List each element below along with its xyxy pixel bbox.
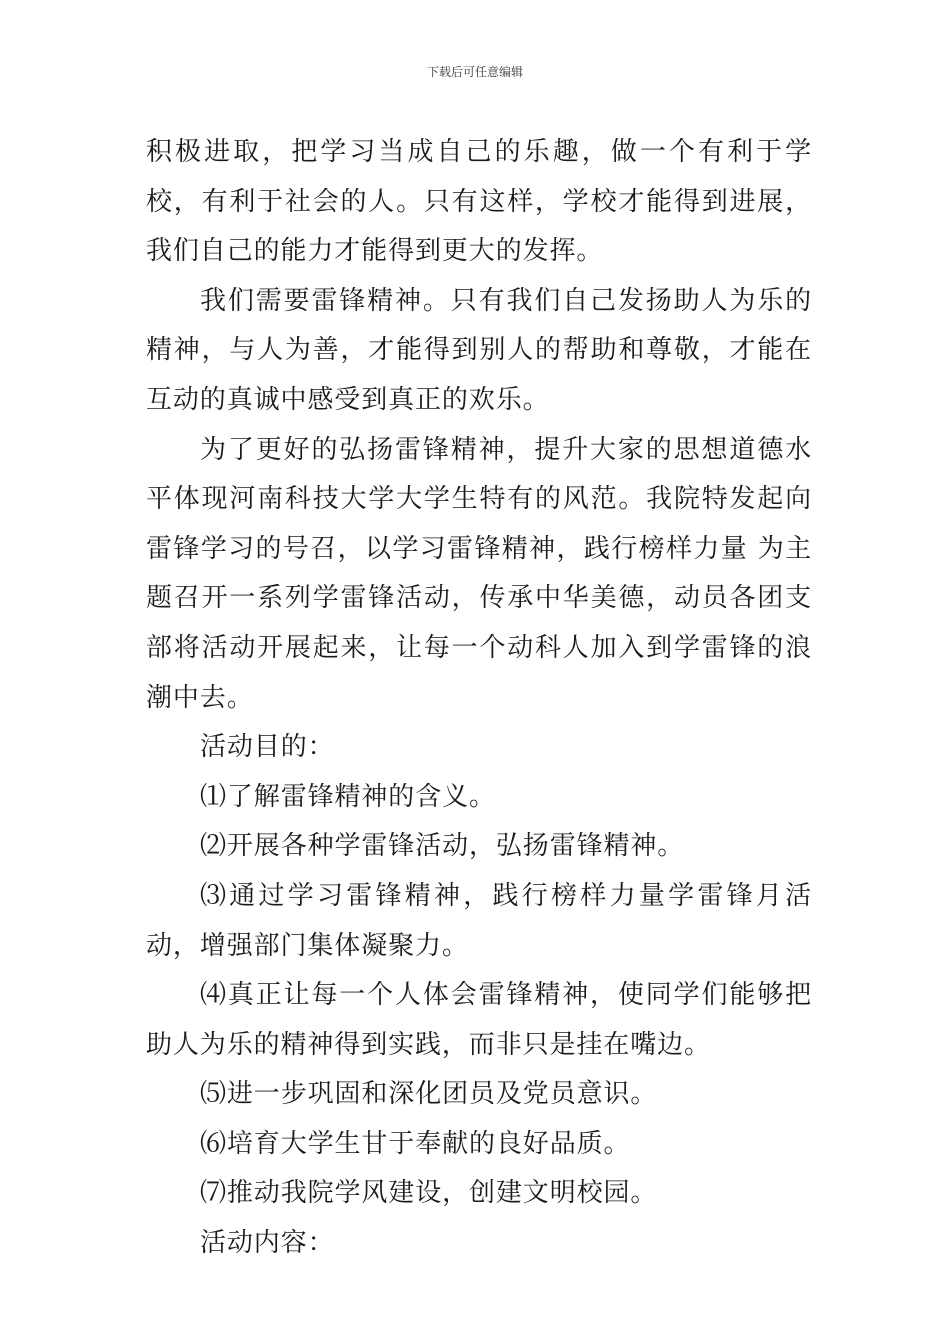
list-item: ⑵开展各种学雷锋活动，弘扬雷锋精神。	[200, 831, 685, 862]
section-heading-purpose: 活动目的：	[200, 732, 335, 763]
list-item: ⑺推动我院学风建设，创建文明校园。	[200, 1178, 658, 1209]
page-header-note: 下载后可任意编辑	[426, 65, 523, 79]
section-heading-content: 活动内容：	[200, 1228, 335, 1259]
paragraph: 积极进取，把学习当成自己的乐趣，做一个有利于学校，有利于社会的人。只有这样，学校才能得到进展，我们自己的能力才能得到更大的发挥。	[146, 137, 812, 267]
list-item: ⑸进一步巩固和深化团员及党员意识。	[200, 1079, 658, 1110]
paragraph: 为了更好的弘扬雷锋精神，提升大家的思想道德水平体现河南科技大学大学生特有的风范。我院特发起向雷锋学习的号召，以学习雷锋精神，践行榜样力量 为主题召开一系列学雷锋活动，传承中华美德，动员各团支部将活动开展起来，让每一个动科人加入到学雷锋的浪潮中去。	[146, 434, 812, 713]
list-item: ⑶通过学习雷锋精神，践行榜样力量学雷锋月活动，增强部门集体凝聚力。	[146, 880, 812, 961]
list-item: ⑹培育大学生甘于奉献的良好品质。	[200, 1128, 631, 1159]
document-body	[146, 128, 812, 1269]
list-item: ⑴了解雷锋精神的含义。	[200, 781, 496, 812]
list-item: ⑷真正让每一个人体会雷锋精神，使同学们能够把助人为乐的精神得到实践，而非只是挂在嘴边。	[146, 980, 812, 1060]
paragraph: 我们需要雷锋精神。只有我们自己发扬助人为乐的精神，与人为善，才能得到别人的帮助和尊敬，才能在互动的真诚中感受到真正的欢乐。	[146, 285, 812, 415]
